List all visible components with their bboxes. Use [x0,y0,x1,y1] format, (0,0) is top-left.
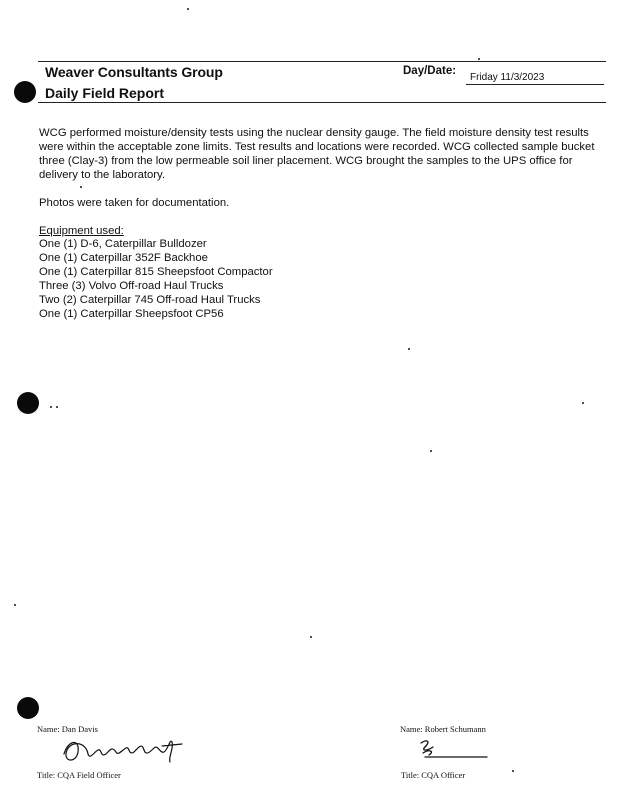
equipment-heading: Equipment used: [39,224,124,237]
equipment-item: One (1) Caterpillar 352F Backhoe [39,252,208,265]
signature-left-image [58,732,183,768]
report-title: Daily Field Report [45,85,165,101]
equipment-item: One (1) Caterpillar Sheepsfoot CP56 [39,307,224,320]
binder-hole-bottom [17,697,39,719]
company-name: Weaver Consultants Group [45,64,223,80]
scan-speck [14,604,16,606]
report-paragraph: WCG performed moisture/density tests using the nuclear density gauge. The field moisture density test results were within the acceptable zone limits. Test results and locations were recorded. WCG collected sample bucket three (Clay-3) from the low permeable soil liner placement. WCG brought the samples to the UPS office for delivery to the laboratory. [39,127,595,181]
scan-speck [408,348,410,350]
header-bottom-rule [38,102,606,103]
scan-speck [310,636,312,638]
scan-speck [80,186,82,188]
signer-right-name: Name: Robert Schumann [400,724,486,734]
equipment-item: One (1) Caterpillar 815 Sheepsfoot Compactor [39,266,273,279]
equipment-item: Two (2) Caterpillar 745 Off-road Haul Trucks [39,294,261,307]
scan-speck [478,58,480,60]
scan-speck [582,402,584,404]
scan-speck [430,450,432,452]
equipment-item: One (1) D-6, Caterpillar Bulldozer [39,238,207,251]
scan-speck [56,406,58,408]
scan-speck [512,770,514,772]
date-underline [466,84,604,85]
signature-right-image [415,737,490,761]
equipment-item: Three (3) Volvo Off-road Haul Trucks [39,280,224,293]
date-label: Day/Date: [403,65,457,77]
signer-right-title: Title: CQA Officer [401,770,466,780]
scan-speck [50,406,52,408]
report-body [39,127,601,322]
equipment-list [39,238,601,321]
date-value: Friday 11/3/2023 [470,72,545,83]
binder-hole-middle [17,392,39,414]
scan-speck [187,8,189,10]
header-top-rule [38,61,606,62]
photos-note: Photos were taken for documentation. [39,196,230,209]
binder-hole-top [14,81,36,103]
signer-left-name: Name: Dan Davis [37,724,98,734]
signer-left-title: Title: CQA Field Officer [37,770,121,780]
